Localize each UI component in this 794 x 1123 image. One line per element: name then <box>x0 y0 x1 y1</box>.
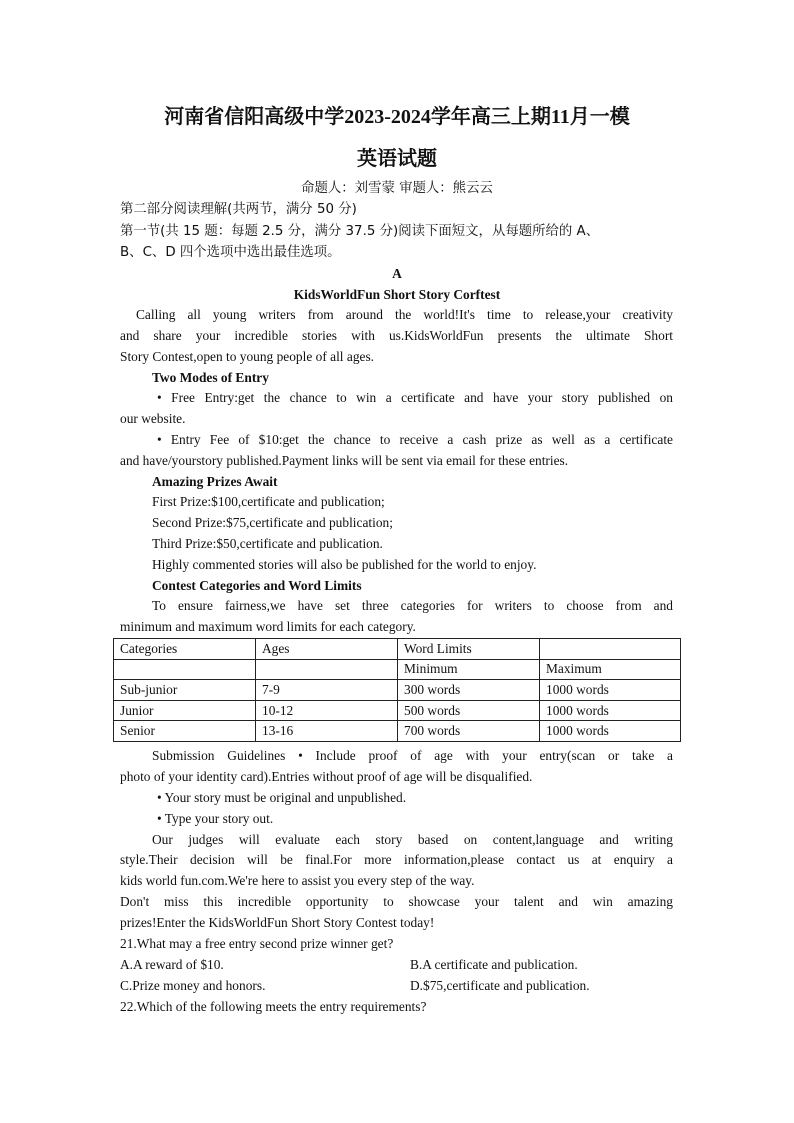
guideline-original: • Your story must be original and unpublished. <box>157 790 407 805</box>
exam-subject-title: 英语试题 <box>357 148 437 170</box>
table-row <box>114 680 681 701</box>
table-cell: 10-12 <box>256 700 398 721</box>
table-cell: 1000 words <box>540 700 681 721</box>
prize-first: First Prize:$100,certificate and publication; <box>152 494 385 509</box>
mode-fee-entry: and have/yourstory published.Payment links will be sent via email for these entries. <box>120 453 569 468</box>
table-cell <box>114 659 256 680</box>
prize-note: Highly commented stories will also be published for the world to enjoy. <box>152 557 537 572</box>
table-cell: Senior <box>114 721 256 742</box>
table-cell <box>256 659 398 680</box>
categories-heading: Contest Categories and Word Limits <box>152 578 362 593</box>
table-row <box>114 721 681 742</box>
prize-third: Third Prize:$50,certificate and publication. <box>152 536 383 551</box>
table-cell: Minimum <box>398 659 540 680</box>
categories-intro: To ensure fairness,we have set three categories for writers to choose from and <box>152 598 673 613</box>
modes-heading: Two Modes of Entry <box>152 370 269 385</box>
table-cell: 1000 words <box>540 721 681 742</box>
exam-title: 河南省信阳高级中学2023-2024学年高三上期11月一模 <box>164 106 630 128</box>
table-cell: 13-16 <box>256 721 398 742</box>
section-part-heading: 第二部分阅读理解(共两节，满分 50 分) <box>120 202 357 217</box>
exam-authors: 命题人：刘雪蒙 审题人：熊云云 <box>301 181 493 196</box>
question-21-option-c: C.Prize money and honors. <box>120 978 266 993</box>
table-header-cell <box>540 639 681 660</box>
passage-title: KidsWorldFun Short Story Corftest <box>293 287 501 302</box>
table-cell: Junior <box>114 700 256 721</box>
closing-line: Don't miss this incredible opportunity to showcase your talent and win amazing <box>120 894 673 909</box>
section-instruction-line: B、C、D 四个选项中选出最佳选项。 <box>120 245 341 260</box>
guidelines-line: Submission Guidelines • Include proof of age with your entry(scan or take a <box>152 748 673 763</box>
judges-line: style.Their decision will be final.For more information,please contact us at enquiry a <box>120 852 673 867</box>
section-instruction-line: 第一节(共 15 题：每题 2.5 分，满分 37.5 分)阅读下面短文，从每题所给的 A、 <box>120 224 600 239</box>
mode-fee-entry: • Entry Fee of $10:get the chance to receive a cash prize as well as a certificate <box>157 432 673 447</box>
judges-line: Our judges will evaluate each story based on content,language and writing <box>152 832 673 847</box>
table-header-cell: Word Limits <box>398 639 540 660</box>
closing-line: prizes!Enter the KidsWorldFun Short Story Contest today! <box>120 915 435 930</box>
word-limits-table <box>113 638 681 742</box>
prize-second: Second Prize:$75,certificate and publication; <box>152 515 393 530</box>
prizes-heading: Amazing Prizes Await <box>152 474 278 489</box>
judges-line: kids world fun.com.We're here to assist you every step of the way. <box>120 873 475 888</box>
categories-intro: minimum and maximum word limits for each category. <box>120 619 416 634</box>
passage-intro-line: and share your incredible stories with us.KidsWorldFun presents the ultimate Short <box>120 328 673 343</box>
table-cell: 300 words <box>398 680 540 701</box>
question-21-option-d: D.$75,certificate and publication. <box>410 978 590 993</box>
table-cell: Sub-junior <box>114 680 256 701</box>
guidelines-line: photo of your identity card).Entries without proof of age will be disqualified. <box>120 769 533 784</box>
table-cell: 7-9 <box>256 680 398 701</box>
table-cell: 1000 words <box>540 680 681 701</box>
table-cell: 500 words <box>398 700 540 721</box>
table-header-cell: Categories <box>114 639 256 660</box>
table-header-cell: Ages <box>256 639 398 660</box>
passage-intro-line: Story Contest,open to young people of all ages. <box>120 349 375 364</box>
table-cell: 700 words <box>398 721 540 742</box>
table-subheader-row <box>114 659 681 680</box>
table-header-row <box>114 639 681 660</box>
passage-intro-line: Calling all young writers from around the world!It's time to release,your creativity <box>136 307 673 322</box>
question-21-option-a: A.A reward of $10. <box>120 957 224 972</box>
question-21-option-b: B.A certificate and publication. <box>410 957 578 972</box>
question-21: 21.What may a free entry second prize winner get? <box>120 936 394 951</box>
mode-free-entry: • Free Entry:get the chance to win a certificate and have your story published on <box>157 390 673 405</box>
mode-free-entry: our website. <box>120 411 186 426</box>
guideline-typed: • Type your story out. <box>157 811 274 826</box>
table-cell: Maximum <box>540 659 681 680</box>
question-22: 22.Which of the following meets the entry requirements? <box>120 999 427 1014</box>
passage-letter: A <box>392 266 402 281</box>
table-row <box>114 700 681 721</box>
